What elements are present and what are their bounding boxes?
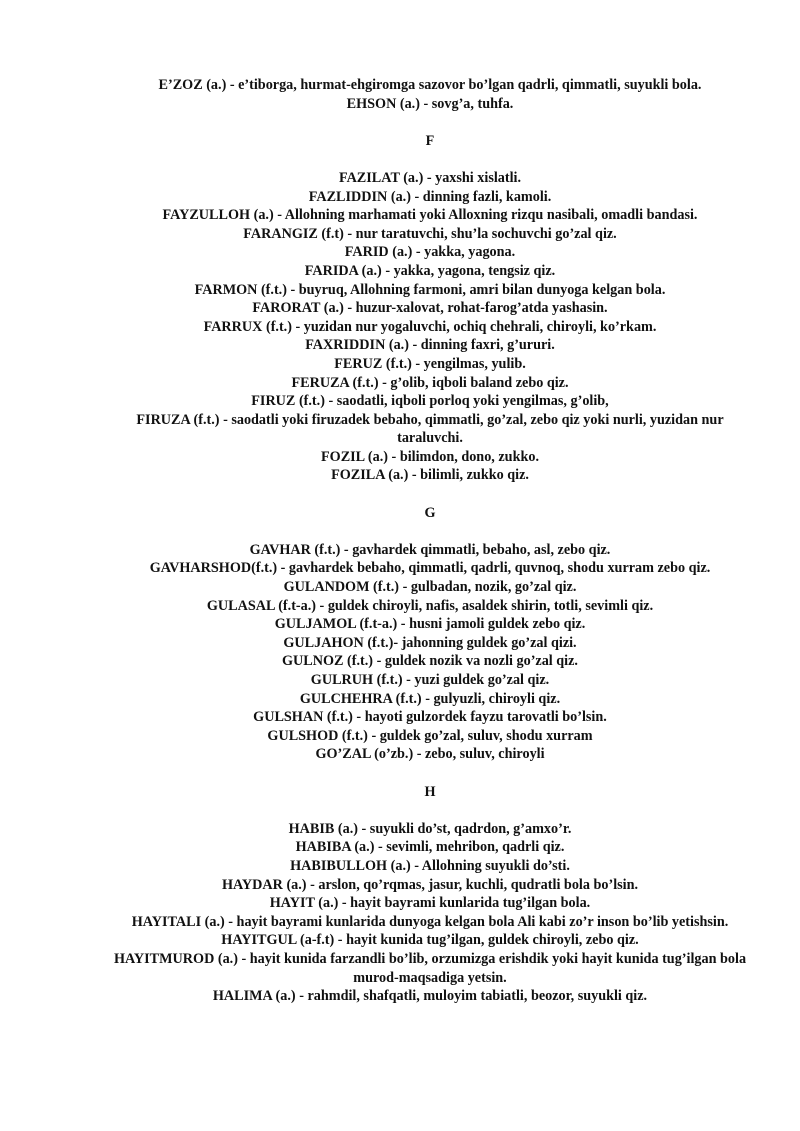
section-letter: G (424, 504, 436, 521)
entry: FAYZULLOH (a.) - Allohning marhamati yoki Alloxning rizqu nasibali, omadli bandasi. (162, 207, 698, 224)
section-f (110, 113, 750, 485)
entry: GULJAHON (f.t.)- jahonning guldek go’zal qizi. (283, 634, 577, 651)
entry: GULANDOM (f.t.) - gulbadan, nozik, go’zal qiz. (283, 579, 577, 596)
entry: FOZILA (a.) - bilimli, zukko qiz. (331, 467, 529, 484)
section-h (110, 764, 750, 1006)
entry: HAYITGUL (a-f.t) - hayit kunida tug’ilgan, guldek chiroyli, zebo qiz. (221, 932, 639, 949)
entry: FIRUZ (f.t.) - saodatli, iqboli porloq yoki yengilmas, g’olib, (251, 393, 609, 410)
entry: FERUZ (f.t.) - yengilmas, yulib. (334, 355, 526, 372)
entry: HAYDAR (a.) - arslon, qo’rqmas, jasur, kuchli, qudratli bola bo’lsin. (221, 876, 639, 893)
entry: GULSHOD (f.t.) - guldek go’zal, suluv, shodu xurram (267, 727, 593, 744)
entry: HABIBA (a.) - sevimli, mehribon, qadrli qiz. (295, 839, 565, 856)
entry: GULSHAN (f.t.) - hayoti gulzordek fayzu tarovatli bo’lsin. (253, 709, 607, 726)
section-g (110, 485, 750, 764)
document-page (110, 76, 750, 1006)
entry: GULJAMOL (f.t-a.) - husni jamoli guldek zebo qiz. (274, 616, 586, 633)
entry: EHSON (a.) - sovg’a, tuhfa. (346, 95, 514, 112)
entry: FAZILAT (a.) - yaxshi xislatli. (338, 169, 522, 186)
entry: FOZIL (a.) - bilimdon, dono, zukko. (321, 448, 539, 465)
entry: GAVHAR (f.t.) - gavhardek qimmatli, bebaho, asl, zebo qiz. (249, 541, 611, 558)
entry: HAYITMUROD (a.) - hayit kunida farzandli bo’lib, orzumizga erishdik yoki hayit kunida tug’ilgan bola murod-maqsadiga yetsin. (113, 950, 747, 986)
entry: FAXRIDDIN (a.) - dinning faxri, g’ururi. (305, 337, 555, 354)
entry: GULRUH (f.t.) - yuzi guldek go’zal qiz. (310, 672, 550, 688)
entry: GULCHEHRA (f.t.) - gulyuzli, chiroyli qiz. (299, 690, 561, 707)
section-letter: H (424, 783, 436, 800)
entry: HAYITALI (a.) - hayit bayrami kunlarida dunyoga kelgan bola Ali kabi zo’r inson bo’lib yetishsin. (131, 913, 729, 930)
entry: GO’ZAL (o’zb.) - zebo, suluv, chiroyli (315, 746, 545, 763)
entry: FARANGIZ (f.t) - nur taratuvchi, shu’la sochuvchi go’zal qiz. (243, 225, 617, 242)
entry: FARORAT (a.) - huzur-xalovat, rohat-farog’atda yashasin. (252, 300, 608, 317)
entry: E’ZOZ (a.) - e’tiborga, hurmat-ehgiromga sazovor bo’lgan qadrli, qimmatli, suyukli bola. (158, 77, 702, 93)
entry: HAYIT (a.) - hayit bayrami kunlarida tug’ilgan bola. (269, 895, 591, 912)
entry: FARID (a.) - yakka, yagona. (344, 244, 516, 261)
section-letter: F (425, 132, 435, 149)
entry: FAZLIDDIN (a.) - dinning fazli, kamoli. (308, 188, 552, 205)
entry: GULNOZ (f.t.) - guldek nozik va nozli go’zal qiz. (282, 653, 578, 670)
entry: GAVHARSHOD(f.t.) - gavhardek bebaho, qimmatli, qadrli, quvnoq, shodu xurram zebo qiz. (149, 560, 711, 577)
entry: FARIDA (a.) - yakka, yagona, tengsiz qiz. (304, 262, 556, 279)
entry: FIRUZA (f.t.) - saodatli yoki firuzadek bebaho, qimmatli, go’zal, zebo qiz yoki nurli, yuzidan nur taraluvchi. (136, 411, 724, 447)
entry: HALIMA (a.) - rahmdil, shafqatli, muloyim tabiatli, beozor, suyukli qiz. (212, 988, 648, 1005)
entry: GULASAL (f.t-a.) - guldek chiroyli, nafis, asaldek shirin, totli, sevimli qiz. (206, 597, 654, 614)
entry: FARRUX (f.t.) - yuzidan nur yogaluvchi, ochiq chehrali, chiroyli, ko’rkam. (203, 318, 657, 335)
entry: HABIBULLOH (a.) - Allohning suyukli do’sti. (290, 857, 570, 874)
entry: HABIB (a.) - suyukli do’st, qadrdon, g’amxo’r. (288, 820, 572, 837)
entry: FERUZA (f.t.) - g’olib, iqboli baland zebo qiz. (291, 374, 569, 391)
entry: FARMON (f.t.) - buyruq, Allohning farmoni, amri bilan dunyoga kelgan bola. (194, 281, 666, 298)
section-e (110, 76, 750, 113)
